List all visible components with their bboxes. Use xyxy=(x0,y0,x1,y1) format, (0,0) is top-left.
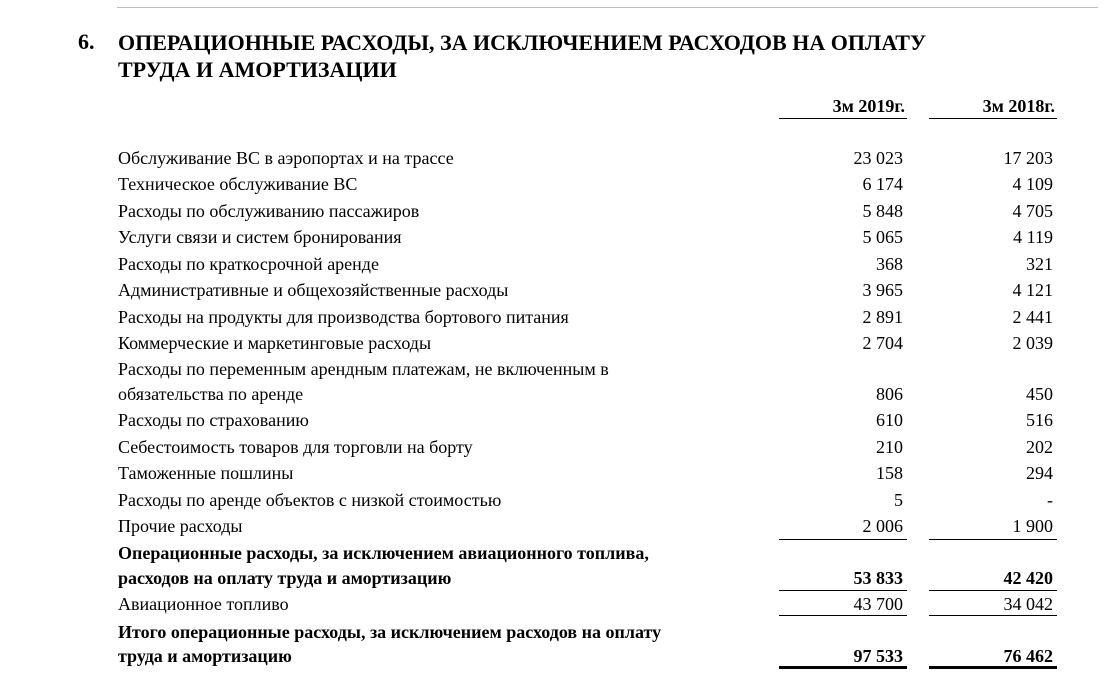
row-label: Техническое обслуживание ВС xyxy=(118,174,358,194)
value-2018: 1 900 xyxy=(1012,516,1053,536)
row-label: Коммерческие и маркетинговые расходы xyxy=(118,333,432,353)
row-label: Расходы по обслуживанию пассажиров xyxy=(118,201,420,221)
row-label: Расходы по краткосрочной аренде xyxy=(118,254,379,274)
value-2018: 4 109 xyxy=(1012,174,1053,194)
value-2018: 294 xyxy=(1026,463,1053,483)
value-2019: 5 065 xyxy=(862,227,903,247)
fuel-label: Авиационное топливо xyxy=(118,594,289,614)
value-2019: 158 xyxy=(876,463,903,483)
section-title xyxy=(118,29,1018,83)
value-2019: 23 023 xyxy=(853,148,903,168)
section-title-line1: ОПЕРАЦИОННЫЕ РАСХОДЫ, ЗА ИСКЛЮЧЕНИЕМ РАСХОДОВ НА ОПЛАТУ xyxy=(118,30,927,55)
total-double-rule-2018 xyxy=(929,666,1057,669)
row-label-line2: обязательства по аренде xyxy=(118,384,304,404)
column-header-2019: 3м 2019г. xyxy=(832,96,905,116)
subtotal-value-2018: 42 420 xyxy=(1003,568,1053,588)
value-2019: 610 xyxy=(876,410,903,430)
value-2018: 2 441 xyxy=(1012,307,1053,327)
total-top-rule-2018 xyxy=(929,615,1057,616)
row-label: Услуги связи и систем бронирования xyxy=(118,227,402,247)
row-label: Расходы по аренде объектов с низкой стоимостью xyxy=(118,490,502,510)
value-2018: 450 xyxy=(1026,384,1053,404)
value-2019: 2 006 xyxy=(862,516,903,536)
total-value-2018: 76 462 xyxy=(1003,646,1053,666)
fuel-value-2019: 43 700 xyxy=(853,594,903,614)
value-2019: 6 174 xyxy=(862,174,903,194)
value-2018: 2 039 xyxy=(1012,333,1053,353)
value-2018: 4 705 xyxy=(1012,201,1053,221)
total-label-line2: труда и амортизацию xyxy=(118,646,292,666)
fuel-value-2018: 34 042 xyxy=(1003,594,1053,614)
subtotal-rule-2019 xyxy=(779,539,907,540)
header-underline-2018 xyxy=(929,118,1057,119)
value-2019: 5 848 xyxy=(862,201,903,221)
subtotal-label-line2: расходов на оплату труда и амортизацию xyxy=(118,568,452,588)
total-label-line1: Итого операционные расходы, за исключением расходов на оплату xyxy=(118,622,662,642)
row-label: Расходы по страхованию xyxy=(118,410,309,430)
column-header-2018: 3м 2018г. xyxy=(982,96,1055,116)
total-top-rule-2019 xyxy=(779,615,907,616)
value-2019: 806 xyxy=(876,384,903,404)
value-2018: 4 121 xyxy=(1012,280,1053,300)
subtotal-rule-2018 xyxy=(929,539,1057,540)
value-2019: 5 xyxy=(894,490,903,510)
row-label: Обслуживание ВС в аэропортах и на трассе xyxy=(118,148,454,168)
row-label: Расходы на продукты для производства бортового питания xyxy=(118,307,569,327)
row-label: Административные и общехозяйственные расходы xyxy=(118,280,509,300)
value-2019: 3 965 xyxy=(862,280,903,300)
subtotal-label-line1: Операционные расходы, за исключением авиационного топлива, xyxy=(118,543,649,563)
section-number: 6. xyxy=(78,29,95,54)
value-2018: - xyxy=(1047,490,1053,510)
value-2018: 321 xyxy=(1026,254,1053,274)
value-2019: 210 xyxy=(876,437,903,457)
header-underline-2019 xyxy=(779,118,907,119)
section-title-line2: ТРУДА И АМОРТИЗАЦИИ xyxy=(118,57,397,82)
subtotal-value-2019: 53 833 xyxy=(853,568,903,588)
total-double-rule-2019 xyxy=(779,666,907,669)
value-2019: 2 891 xyxy=(862,307,903,327)
total-value-2019: 97 533 xyxy=(853,646,903,666)
row-label: Прочие расходы xyxy=(118,516,243,536)
top-rule xyxy=(117,7,1098,8)
value-2018: 516 xyxy=(1026,410,1053,430)
row-label-line1: Расходы по переменным арендным платежам, не включенным в xyxy=(118,359,609,379)
row-label: Таможенные пошлины xyxy=(118,463,294,483)
row-label: Себестоимость товаров для торговли на борту xyxy=(118,437,473,457)
value-2018: 202 xyxy=(1026,437,1053,457)
value-2018: 17 203 xyxy=(1003,148,1053,168)
value-2019: 2 704 xyxy=(862,333,903,353)
value-2018: 4 119 xyxy=(1013,227,1053,247)
value-2019: 368 xyxy=(876,254,903,274)
